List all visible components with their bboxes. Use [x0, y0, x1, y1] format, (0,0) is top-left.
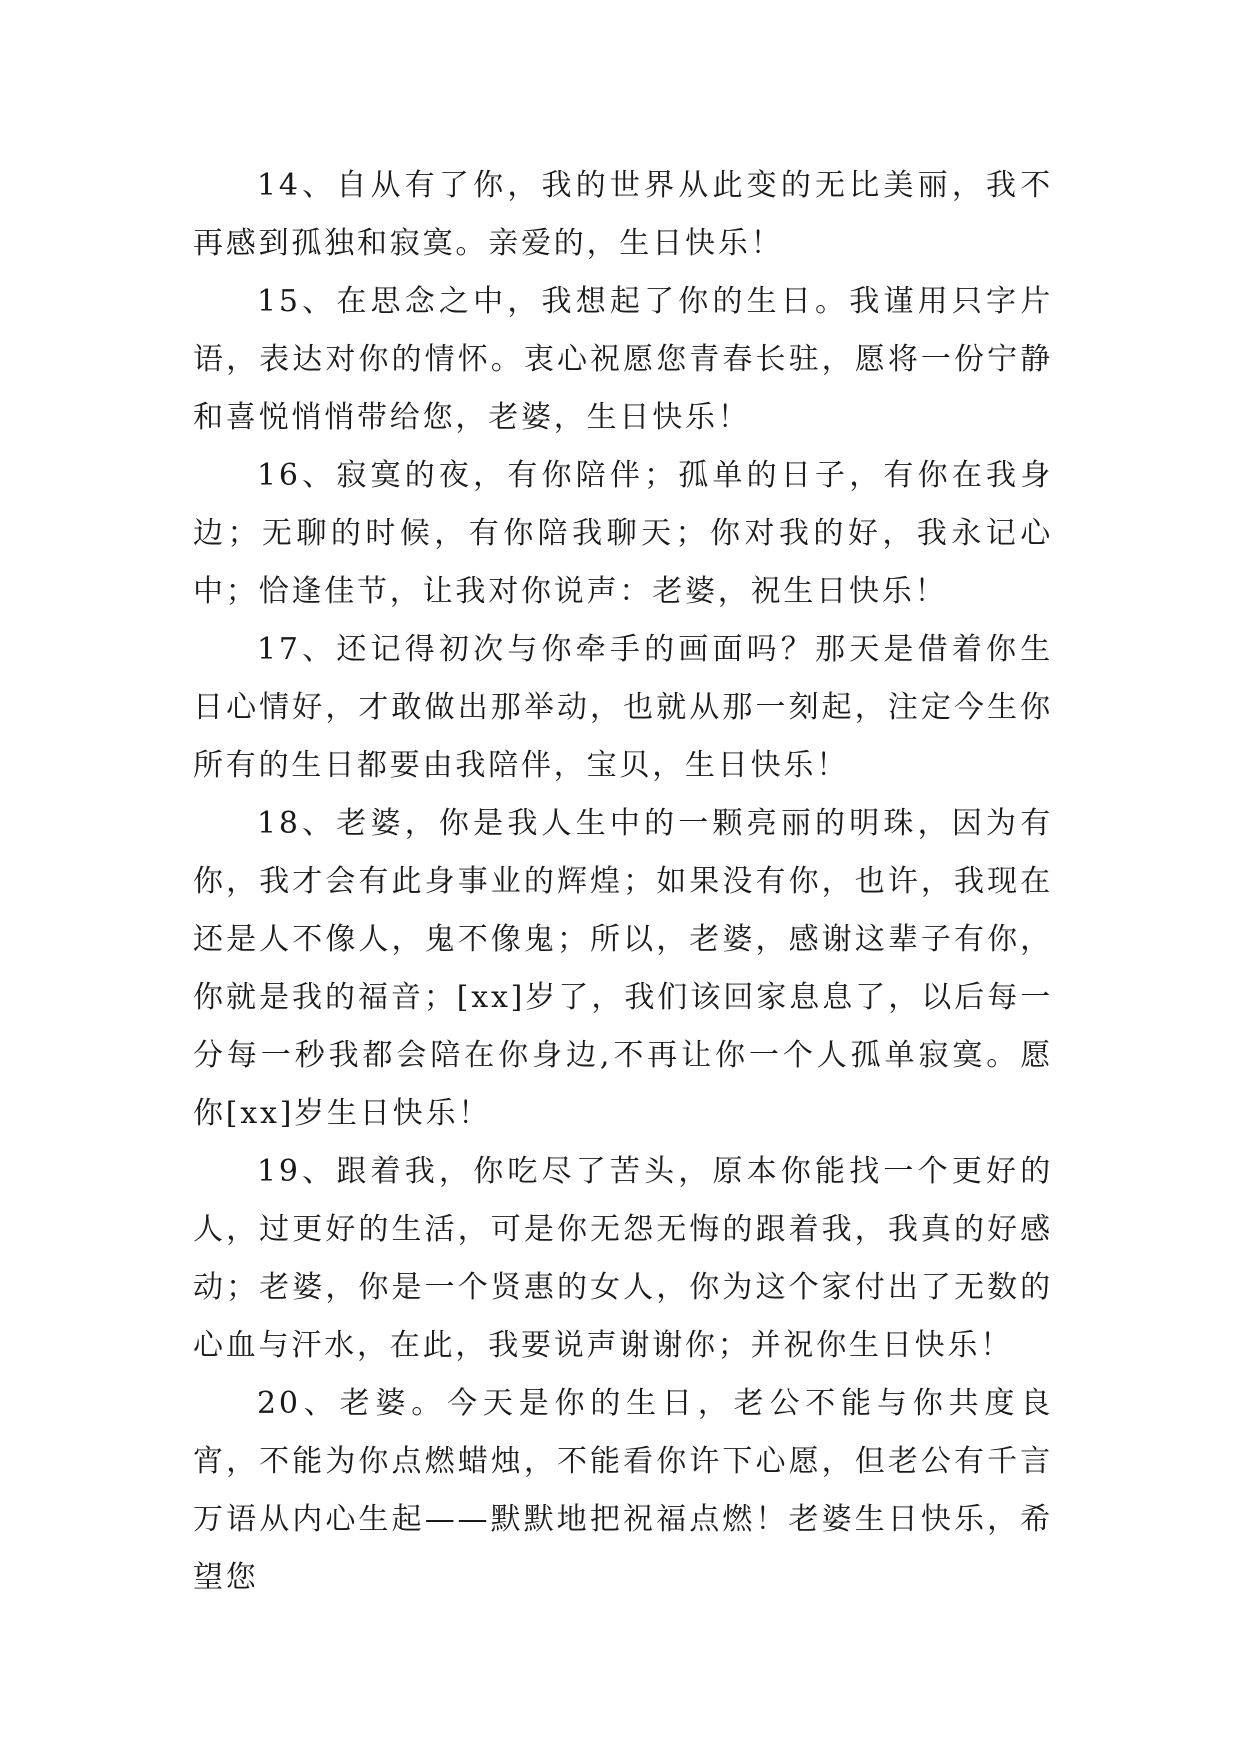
paragraph-20: 20、老婆。今天是你的生日，老公不能与你共度良宵，不能为你点燃蜡烛，不能看你许下心愿，但老公有千言万语从内心生起——默默地把祝福点燃！老婆生日快乐，希望您	[193, 1386, 1053, 1595]
paragraph-14: 14、自从有了你，我的世界从此变的无比美丽，我不再感到孤独和寂寞。亲爱的，生日快乐！	[193, 168, 1053, 261]
paragraph-15: 15、在思念之中，我想起了你的生日。我谨用只字片语，表达对你的情怀。衷心祝愿您青春长驻，愿将一份宁静和喜悦悄悄带给您，老婆，生日快乐！	[193, 284, 1053, 435]
document-body	[193, 157, 1053, 1607]
paragraph-17: 17、还记得初次与你牵手的画面吗？那天是借着你生日心情好，才敢做出那举动，也就从那一刻起，注定今生你所有的生日都要由我陪伴，宝贝，生日快乐！	[193, 632, 1053, 783]
paragraph-19: 19、跟着我，你吃尽了苦头，原本你能找一个更好的人，过更好的生活，可是你无怨无悔的跟着我，我真的好感动；老婆，你是一个贤惠的女人，你为这个家付出了无数的心血与汗水，在此，我要说声谢谢你；并祝你生日快乐！	[193, 1154, 1053, 1363]
paragraph-16: 16、寂寞的夜，有你陪伴；孤单的日子，有你在我身边；无聊的时候，有你陪我聊天；你对我的好，我永记心中；恰逢佳节，让我对你说声：老婆，祝生日快乐！	[193, 458, 1053, 609]
paragraph-18: 18、老婆，你是我人生中的一颗亮丽的明珠，因为有你，我才会有此身事业的辉煌；如果没有你，也许，我现在还是人不像人，鬼不像鬼；所以，老婆，感谢这辈子有你，你就是我的福音；[xx]岁了，我们该回家息息了，以后每一分每一秒我都会陪在你身边,不再让你一个人孤单寂寞。愿你[xx]岁生日快乐！	[193, 806, 1053, 1131]
